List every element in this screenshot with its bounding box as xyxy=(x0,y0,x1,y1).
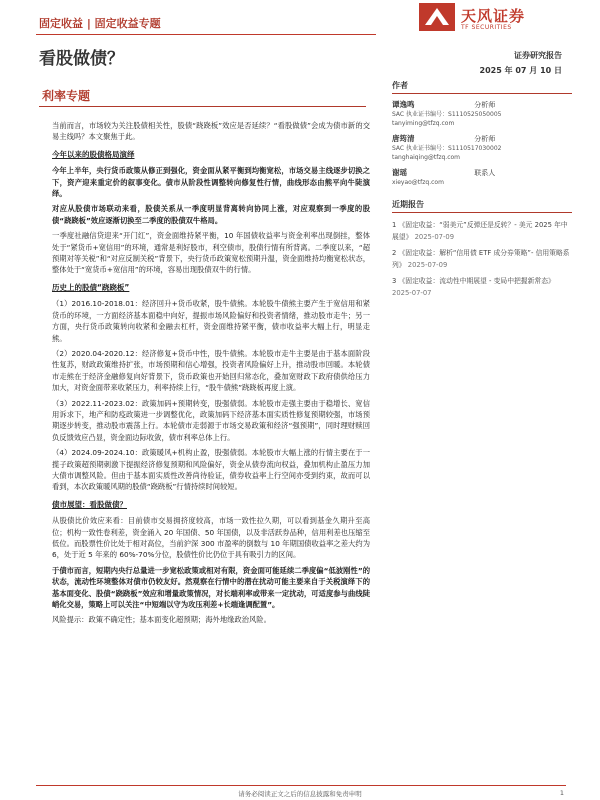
subheading-1: 今年以来的股债格局演绎 xyxy=(52,149,135,159)
recent-report-date: 2025-07-07 xyxy=(392,289,432,297)
author-role: 分析师 xyxy=(474,101,496,109)
author-cert: SAC 执业证书编号：S1110525050005 xyxy=(392,111,502,118)
paragraph-4: （1）2016.10-2018.01：经济回升+货币收紧，股牛债熊。本轮股牛债熊主要产生于宽信用和紧货币的环境，一方面经济基本面稳中向好，提振市场风险偏好和投资者情绪，推动股市走牛；另一方面，央行货币政策转向收紧和金融去杠杆，资金面维持紧平衡，债市收益率大幅上行，明显走熊。 xyxy=(52,299,370,343)
report-date: 2025 年 07 月 10 日 xyxy=(479,66,562,75)
paragraph-8: 从股债比价效应来看：目前债市交易拥挤度较高，市场一致性拉久期，可以看到基金久期升至高位；机构一致性卷利差，资金涌入 20 年国债、50 年国债，以及非活跃券品种，信用利差也压缩至低位。而股票性价比处于相对高位，当前沪深 300 市盈率的倒数与 10 年期国债收益率之差大约为 6，处于近 5 年来的 60%-70%分位，股债性价比仍位于具有吸引力的区间。 xyxy=(52,516,370,560)
author-email[interactable]: tanghaiqing@tfzq.com xyxy=(392,154,461,161)
header-divider xyxy=(36,34,376,35)
author-email[interactable]: tanyiming@tfzq.com xyxy=(392,120,455,127)
logo-chinese-name: 天风证券 xyxy=(461,7,526,25)
author-entry xyxy=(392,134,572,162)
company-logo xyxy=(419,3,569,37)
header-category: 固定收益 | 固定收益专题 xyxy=(39,17,161,30)
paragraph-3: 一季度社融信贷迎来“开门红”，资金面维持紧平衡，10 年国债收益率与资金利率出现倒挂，整体处于“紧货币+宽信用”的环境，通常是利好股市，利空债市，股债行情有所背离。二季度以来，“超预期对等关税”和“对应反制关税”背景下，央行货币政策宽松预期升温，资金面维持均衡宽松状态，整体处于“宽货币+宽信用”的环境，容易出现股债双牛的行情。 xyxy=(52,231,370,275)
author-name: 谢瑶 xyxy=(392,168,407,177)
sidebar xyxy=(392,80,572,303)
footer-disclaimer: 请务必阅读正文之后的信息披露和免责申明 xyxy=(238,790,362,798)
author-name: 唐筠清 xyxy=(392,134,415,143)
section-title: 利率专题 xyxy=(42,89,91,103)
intro-paragraph: 当前而言，市场较为关注股债相关性，股债“跷跷板”效应是否延续？“看股做债”会成为债市新的交易主线吗？本文聚焦于此。 xyxy=(52,121,370,142)
paragraph-9: 于债市而言，短期内央行总量进一步宽松政策或相对有限，资金面可能延续二季度偏“低波刚性”的状态，流动性环境整体对债市仍较友好。然观察在行情中的潜在扰动可能主要来自于关税演绎下的基本面变化、股债“跷跷板”效应和增量政策情况，对长端利率或带来一定扰动，可适度参与曲线陡峭化交易，策略上可以关注“中短端以守为攻压利差+长端逢调配置”。 xyxy=(52,565,370,610)
recent-report-date: 2025-07-09 xyxy=(407,261,448,269)
authors-heading: 作者 xyxy=(392,80,572,94)
logo-english-name: TF SECURITIES xyxy=(461,24,512,31)
author-cert: SAC 执业证书编号：S1110517030002 xyxy=(392,145,502,152)
paragraph-7: （4）2024.09-2024.10：政策暖风+机构止盈，股强债弱。本轮股市大幅上涨的行情主要在于一揽子政策超预期刺激下提振经济修复预期和风险偏好，资金从债券流向权益，叠加机构止盈压力加大债市调整风险。但由于基本面实质性改善尚待验证，债券收益率上行空间亦受到约束，故而可以看到，本次政策暖风期的股债“跷跷板”行情持续时间较短。 xyxy=(52,448,370,492)
author-email[interactable]: xieyao@tfzq.com xyxy=(392,179,444,186)
section-divider xyxy=(39,106,366,107)
footer-divider xyxy=(36,785,566,786)
page-number: 1 xyxy=(559,789,564,797)
paragraph-5: （2）2020.04-2020.12：经济修复+货币中性，股牛债熊。本轮股市走牛主要是由于基本面阶段性复苏，财政政策维持扩张，市场预期和信心增强，投资者风险偏好上升，推动股市回暖。本轮债市走熊在于经济金融修复向好背景下，货币政策也开始回归常态化，叠加宽财政下政府债供给压力加大，对资金面带来收紧压力，利率持续上行，“股牛债熊”跷跷板再度上演。 xyxy=(52,348,370,393)
author-role: 分析师 xyxy=(474,135,496,143)
paragraph-6: （3）2022.11-2023.02：政策加码+预期转变，股强债弱。本轮股市走强主要由于稳增长、宽信用诉求下，地产和防疫政策进一步调整优化，政策加码下经济基本面实质性修复预期较强，市场预期逐步转变，推动股市震荡上行。本轮债市走弱源于市场交易政策和经济“强预期”，同时理财赎回负反馈效应凸显，资金面边际收敛，债市利率总体上行。 xyxy=(52,398,370,442)
recent-report-item[interactable] xyxy=(392,219,572,243)
subheading-3: 债市展望：看股做债？ xyxy=(52,499,127,509)
author-entry xyxy=(392,100,572,128)
paragraph-1: 今年上半年，央行货币政策从修正到强化，资金面从紧平衡到均衡宽松，市场交易主线逐步切换之下，资产迎来重定价的叙事变化。债市从阶段性调整转向修复性行情，曲线形态由熊平向牛陡演绎。 xyxy=(52,166,370,199)
subheading-2: 历史上的股债“跷跷板” xyxy=(52,282,130,292)
risk-warning: 风险提示：政策不确定性；基本面变化超预期；海外地缘政治风险。 xyxy=(52,615,271,625)
author-entry xyxy=(392,168,572,187)
recent-report-item[interactable] xyxy=(392,247,572,271)
main-content xyxy=(52,120,370,630)
recent-report-title[interactable]: 1 《固定收益：“弱美元”反弹还是反转？- 美元 2025 年中展望》 xyxy=(392,221,568,241)
report-title: 看股做债？ xyxy=(39,49,124,69)
recent-reports-heading: 近期报告 xyxy=(392,199,572,213)
paragraph-2: 对应从股债市场联动来看，股债关系从一季度明显背离转向协同上涨，对应观察到一季度的股债“跷跷板”效应逐渐切换至二季度的股债双牛格局。 xyxy=(52,204,370,225)
logo-mark-icon xyxy=(419,3,455,31)
author-name: 谭逸鸣 xyxy=(392,100,415,109)
recent-report-item[interactable] xyxy=(392,275,572,299)
recent-report-title[interactable]: 3 《固定收益：流动性中期展望 - 变局中把握新常态》 xyxy=(392,277,555,285)
author-role: 联系人 xyxy=(474,169,496,177)
recent-report-title[interactable]: 2 《固定收益：解析“信用债 ETF 成分券策略”- 信用策略系列》 xyxy=(392,249,570,269)
report-type: 证券研究报告 xyxy=(514,51,562,60)
recent-report-date: 2025-07-09 xyxy=(414,233,455,241)
